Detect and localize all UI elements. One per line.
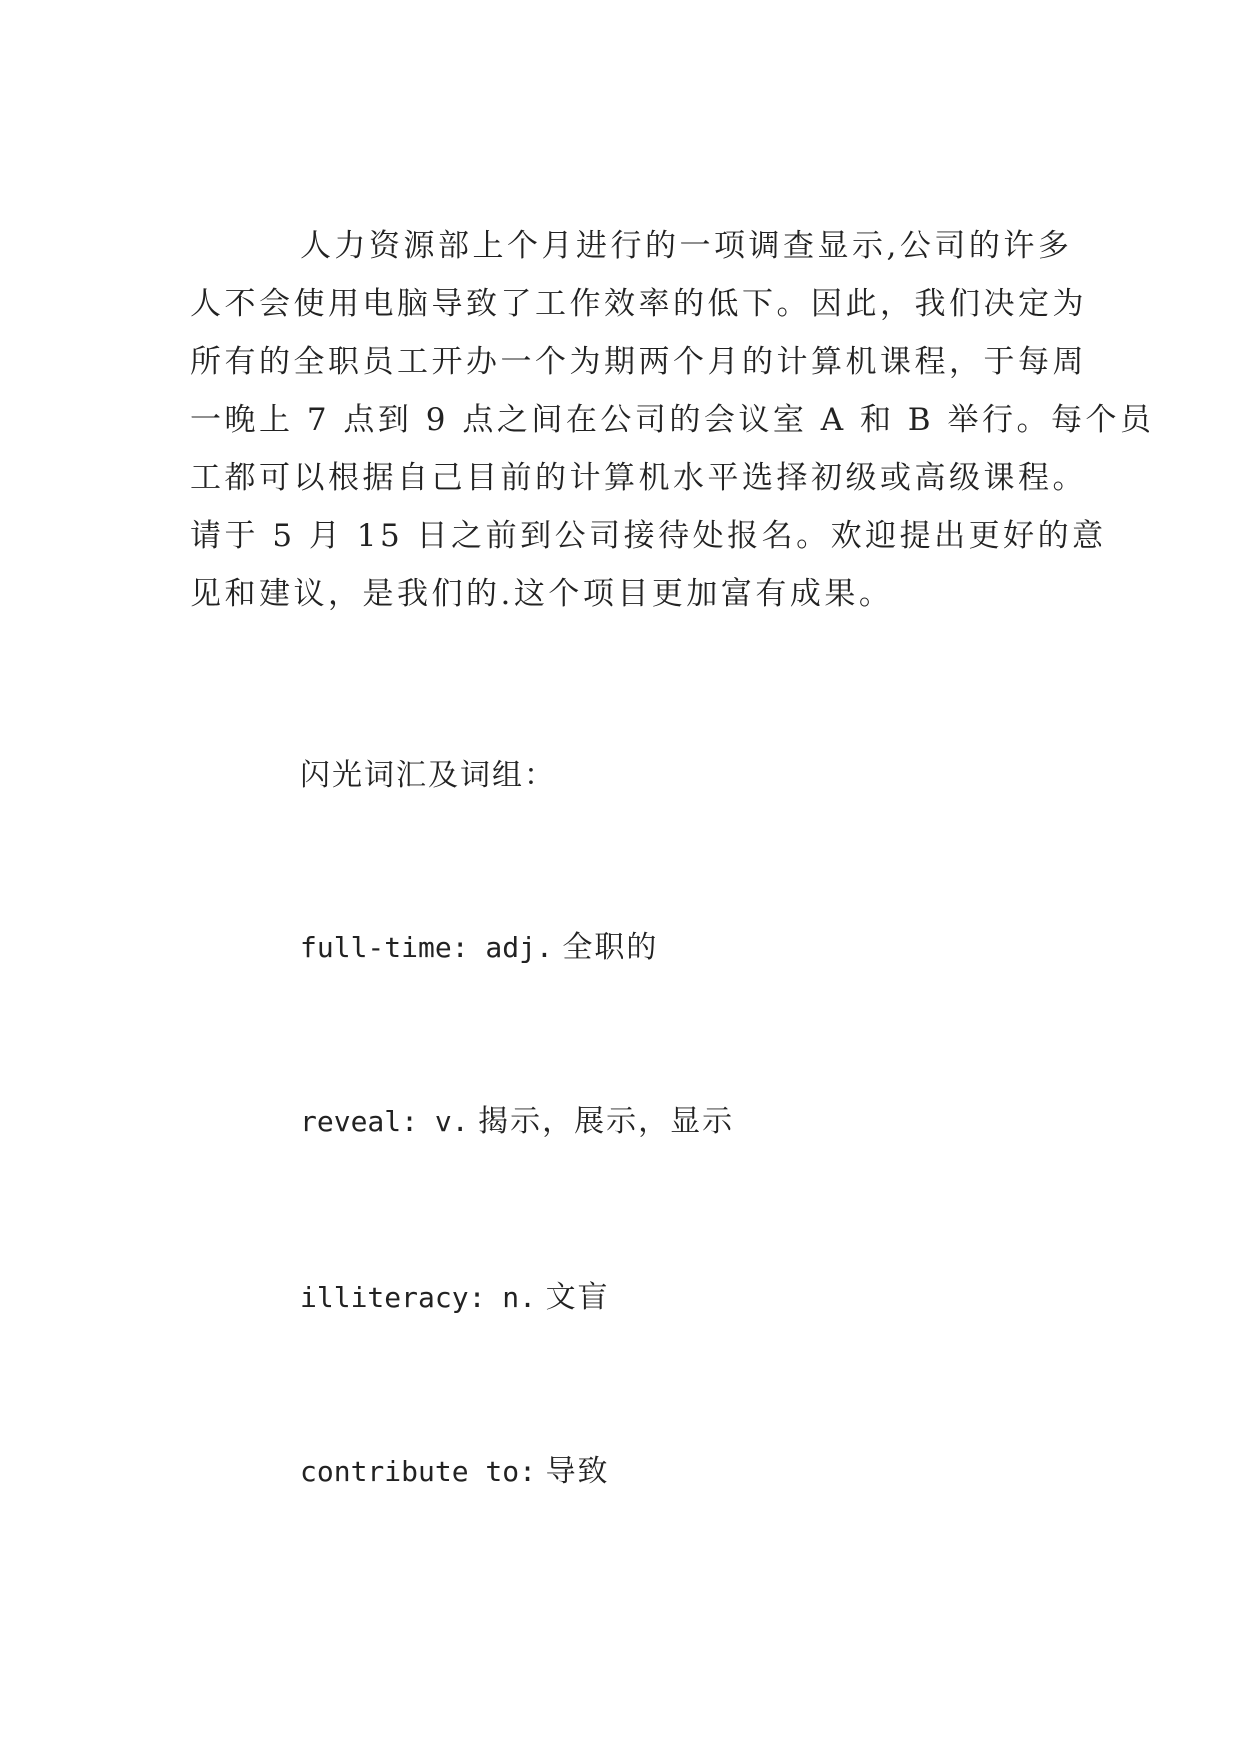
paragraph-line: 人不会使用电脑导致了工作效率的低下。因此，我们决定为 bbox=[190, 286, 1087, 322]
paragraph-line: 人力资源部上个月进行的一项调查显示,公司的许多 bbox=[300, 228, 1073, 264]
vocabulary-item bbox=[300, 928, 658, 968]
paragraph-line: 所有的全职员工开办一个为期两个月的计算机课程，于每周 bbox=[190, 344, 1087, 380]
paragraph-line: 工都可以根据自己目前的计算机水平选择初级或高级课程。 bbox=[190, 460, 1087, 496]
vocabulary-item bbox=[300, 1102, 734, 1142]
paragraph-line: 见和建议，是我们的.这个项目更加富有成果。 bbox=[190, 576, 894, 612]
vocabulary-definition: 揭示，展示，显示 bbox=[478, 1104, 735, 1139]
vocabulary-item bbox=[300, 1278, 610, 1318]
vocabulary-item bbox=[300, 1452, 610, 1492]
vocabulary-definition: 全职的 bbox=[562, 930, 659, 965]
vocabulary-term: illiteracy: n. bbox=[300, 1281, 537, 1314]
vocabulary-definition: 导致 bbox=[545, 1454, 610, 1489]
paragraph-line: 一晚上 7 点到 9 点之间在公司的会议室 A 和 B 举行。每个员 bbox=[190, 402, 1155, 438]
vocabulary-term: contribute to: bbox=[300, 1455, 537, 1488]
vocabulary-definition: 文盲 bbox=[545, 1280, 610, 1315]
vocabulary-term: full-time: adj. bbox=[300, 931, 553, 964]
vocabulary-heading: 闪光词汇及词组： bbox=[300, 758, 556, 793]
vocabulary-term: reveal: v. bbox=[300, 1105, 469, 1138]
paragraph-line: 请于 5 月 15 日之前到公司接待处报名。欢迎提出更好的意 bbox=[190, 518, 1107, 554]
